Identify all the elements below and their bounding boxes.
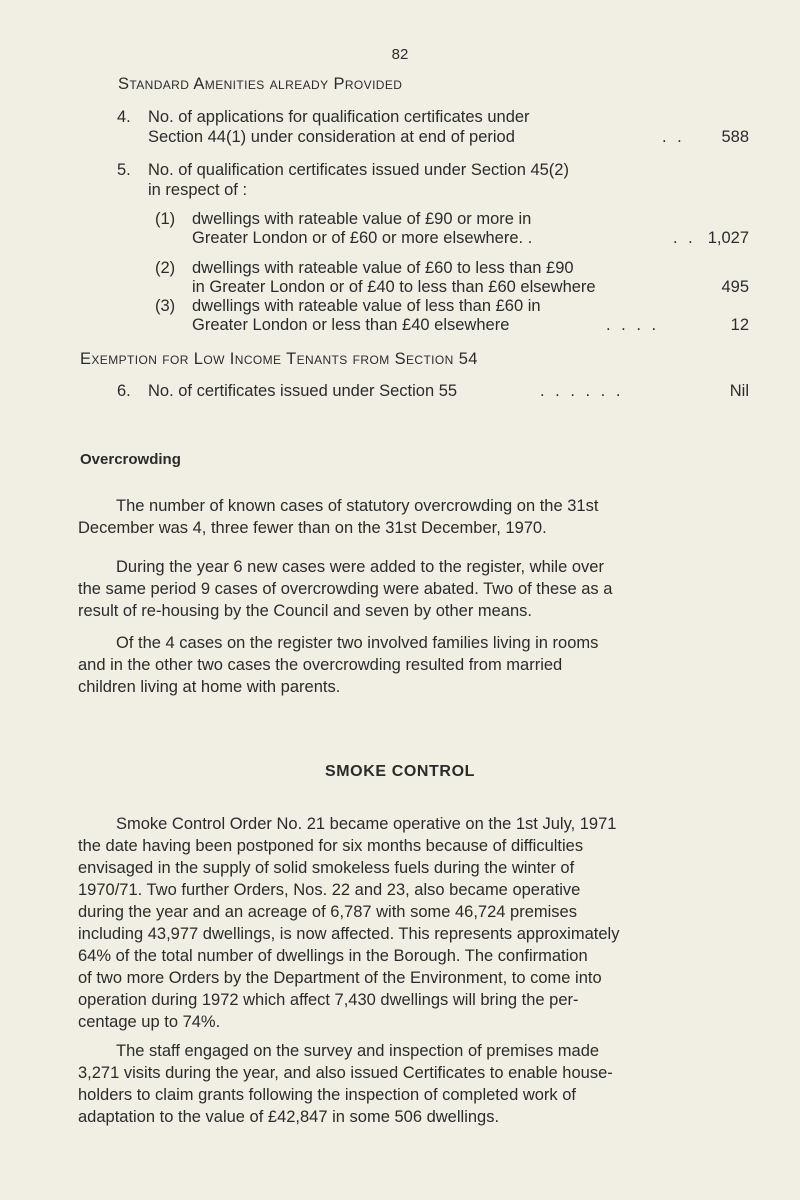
item-5-number: 5. [117,161,131,179]
overcrowding-p3-line2: and in the other two cases the overcrowding resulted from married [78,656,563,674]
smoke-p2-line2: 3,271 visits during the year, and also issued Certificates to enable house- [78,1064,613,1082]
item-5-line1: No. of qualification certificates issued under Section 45(2) [148,161,569,179]
sub-3-line1: dwellings with rateable value of less than £60 in [192,297,541,315]
smoke-p2-line1: The staff engaged on the survey and inspection of premises made [116,1042,600,1060]
item-6-number: 6. [117,382,131,400]
overcrowding-p3-line1: Of the 4 cases on the register two involved families living in rooms [116,634,599,652]
item-4-number: 4. [117,108,131,126]
sub-2-line2: in Greater London or of £40 to less than £60 elsewhere [192,278,596,296]
item-6-value: Nil [729,382,749,400]
sub-2-line1: dwellings with rateable value of £60 to less than £90 [192,259,574,277]
exemption-heading: Exemption for Low Income Tenants from Section 54 [80,350,478,368]
smoke-control-paragraph-2 [78,1040,753,1128]
overcrowding-p2-line2: the same period 9 cases of overcrowding were abated. Two of these as a [78,580,613,598]
sub-1-leader: . . [673,229,696,247]
overcrowding-heading: Overcrowding [80,451,181,468]
sub-2-value: 495 [721,278,749,296]
smoke-p1-line5: during the year and an acreage of 6,787 with some 46,724 premises [78,903,577,921]
sub-1-line1: dwellings with rateable value of £90 or more in [192,210,532,228]
item-4-leader: . . [662,128,685,146]
smoke-p1-line7: 64% of the total number of dwellings in the Borough. The confirmation [78,947,588,965]
smoke-p1-line9: operation during 1972 which affect 7,430 dwellings will bring the per- [78,991,579,1009]
item-5-line2: in respect of : [148,181,248,199]
overcrowding-paragraph-2 [78,556,753,622]
sub-2-number: (2) [155,259,176,277]
item-4-value: 588 [721,128,749,146]
smoke-p2-line4: adaptation to the value of £42,847 in some 506 dwellings. [78,1108,500,1126]
standard-amenities-heading: Standard Amenities already Provided [118,75,403,93]
smoke-p1-line10: centage up to 74%. [78,1013,221,1031]
overcrowding-p2-line3: result of re-housing by the Council and seven by other means. [78,602,533,620]
smoke-control-paragraph-1 [78,813,753,1033]
smoke-p1-line2: the date having been postponed for six months because of difficulties [78,837,584,855]
item-4-line1: No. of applications for qualification certificates under [148,108,530,126]
smoke-p1-line6: including 43,977 dwellings, is now affected. This represents approximately [78,925,620,943]
sub-1-line2: Greater London or of £60 or more elsewhere. . [192,229,533,247]
sub-3-value: 12 [730,316,749,334]
overcrowding-paragraph-1 [78,495,753,539]
overcrowding-paragraph-3 [78,632,753,698]
smoke-p2-line3: holders to claim grants following the inspection of completed work of [78,1086,577,1104]
item-6-leader: . . . . . . [540,382,624,400]
item-4-line2: Section 44(1) under consideration at end of period [148,128,515,146]
sub-1-value: 1,027 [707,229,749,247]
smoke-control-heading: SMOKE CONTROL [324,763,476,780]
overcrowding-p2-line1: During the year 6 new cases were added to the register, while over [116,558,604,576]
overcrowding-p1-line2: December was 4, three fewer than on the 31st December, 1970. [78,519,547,537]
overcrowding-p1-line1: The number of known cases of statutory overcrowding on the 31st [116,497,599,515]
smoke-p1-line3: envisaged in the supply of solid smokeless fuels during the winter of [78,859,575,877]
sub-3-number: (3) [155,297,176,315]
smoke-p1-line4: 1970/71. Two further Orders, Nos. 22 and 23, also became operative [78,881,581,899]
smoke-p1-line1: Smoke Control Order No. 21 became operative on the 1st July, 1971 [116,815,617,833]
overcrowding-p3-line3: children living at home with parents. [78,678,341,696]
sub-3-leader: . . . . [606,316,660,334]
page-number: 82 [391,46,409,63]
sub-3-line2: Greater London or less than £40 elsewhere [192,316,510,334]
item-6-line1: No. of certificates issued under Section 55 [148,382,458,400]
smoke-p1-line8: of two more Orders by the Department of the Environment, to come into [78,969,602,987]
sub-1-number: (1) [155,210,176,228]
